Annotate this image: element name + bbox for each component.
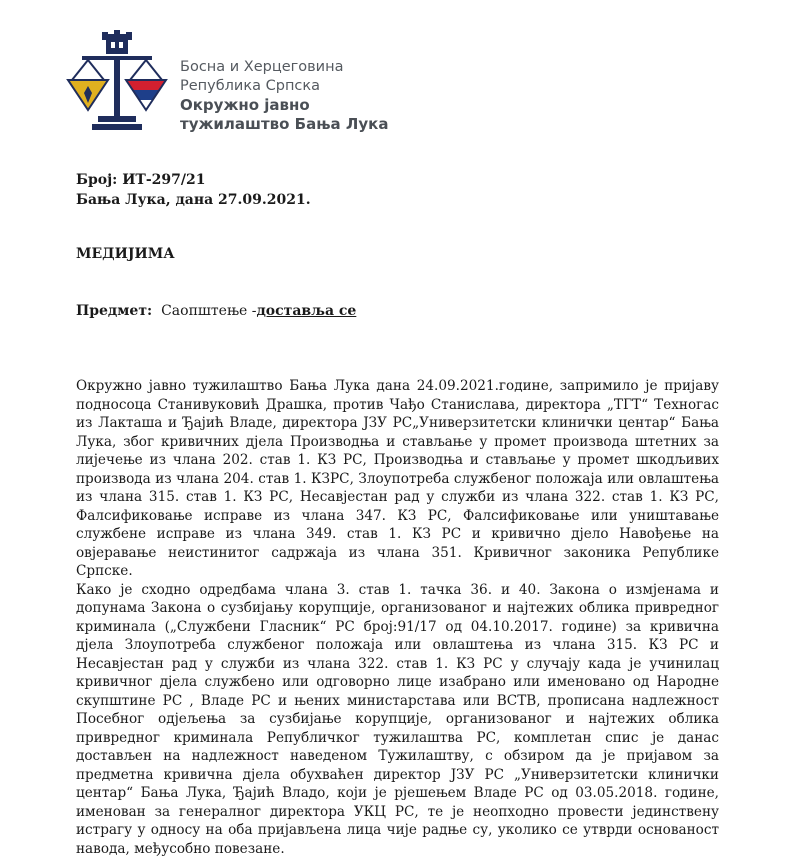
org-entity: Република Српска	[180, 78, 321, 94]
org-title-line2: тужилаштво Бања Лука	[180, 115, 389, 133]
document-body	[76, 377, 719, 858]
subject-text: Саопштење -	[161, 303, 257, 319]
prosecutor-emblem-logo	[62, 30, 172, 134]
document-place-date: Бања Лука, дана 27.09.2021.	[76, 192, 311, 208]
subject-emphasis: доставља се	[256, 303, 357, 319]
org-title-line1: Окружно јавно	[180, 96, 310, 114]
document-number: Број: ИТ-297/21	[76, 172, 206, 188]
subject-label: Предмет:	[76, 303, 153, 319]
body-paragraph-1: Окружно јавно тужилаштво Бања Лука дана 24.09.2021.године, запримило је пријаву подносоца Станивуковић Драшка, против Чађо Станислава, директора „ТГТ“ Техногас из Лакташа и Ђајић Владе, директора ЈЗУ РС„Универзитетски клинички центар“ Бања Лука, због кривичних дјела Производња и стављање у промет производа штетних за лијечење из члана 202. став 1. КЗ РС, Производња и стављање у промет шкодљивих производа из члана 204. став 1. КЗРС, Злоупотреба службеног положаја или овлаштења из члана 315. став 1. КЗ РС, Несавјестан рад у служби из члана 322. став 1. КЗ РС, Фалсификовање исправе из члана 347. КЗ РС, Фалсификовање или уништавање службене исправе из члана 349. став 1. КЗ РС и кривично дјело Навођење на овјеравање неистинитог садржаја из члана 351. Кривичног законика Републике Српске.	[76, 378, 719, 579]
organization-name	[180, 58, 388, 134]
recipient: МЕДИЈИМА	[76, 246, 175, 262]
document-meta	[76, 170, 311, 210]
body-paragraph-2: Како је сходно одредбама члана 3. став 1. тачка 36. и 40. Закона о измјенама и допунама Закона о сузбијању корупције, организованог и најтежих облика привредног криминала („Службени Гласник“ РС број:91/17 од 04.10.2017. године) за кривична дјела Злоупотреба службеног положаја или овлаштења из члана 315. КЗ РС и Несавјестан рад у служби из члана 322. став 1. КЗ РС у случају када је учинилац кривичног дјела службено или одговорно лице изабрано или именовано од Народне скупштине РС , Владе РС и њених министарстава или ВСТВ, прописана надлежност Посебног одјељења за сузбијање корупције, организованог и најтежих облика привредног криминала Републичког тужилаштва РС, комплетан спис је данас достављен на надлежност наведеном Тужилаштву, с обзиром да је пријавом за предметна кривична дјела обухваћен директор ЈЗУ РС „Универзитетски клинички центар“ Бања Лука, Ђајић Владо, који је рјешењем Владе РС од 03.05.2018. године, именован за генералног директора УКЦ РС, те је неопходно провести јединствену истрагу у односу на оба пријављена лица чије радње су, уколико се утврди основаност навода, међусобно повезане.	[76, 581, 719, 857]
org-country: Босна и Херцеговина	[180, 59, 344, 75]
subject-line	[76, 303, 356, 319]
